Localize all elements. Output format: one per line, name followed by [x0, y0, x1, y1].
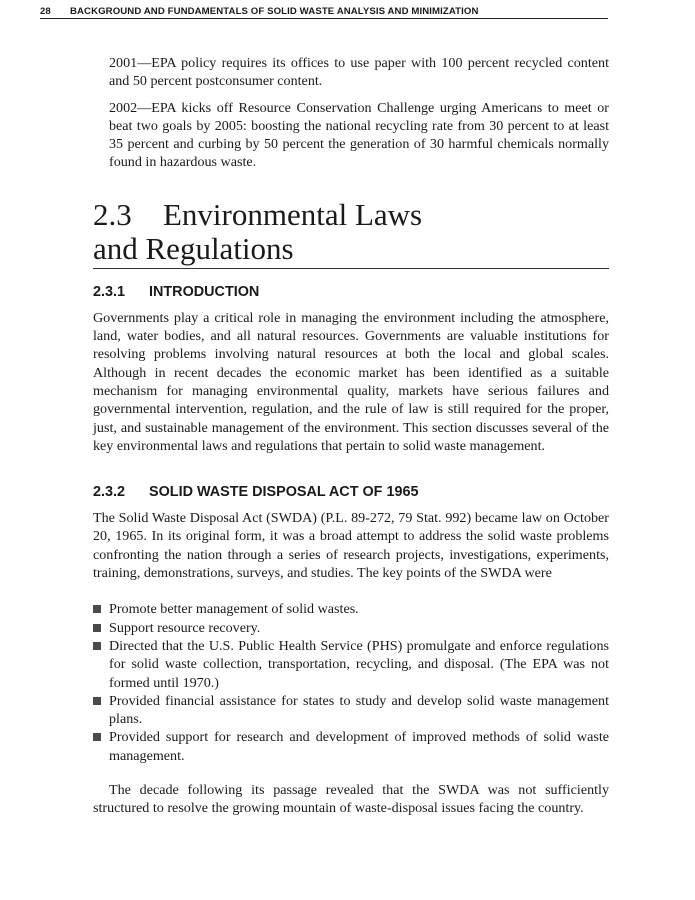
subsection-heading-introduction [93, 283, 609, 301]
section-title-line2: and Regulations [93, 230, 294, 266]
section-title-line1: Environmental Laws [163, 196, 423, 232]
page-number: 28 [40, 6, 51, 17]
subsection-title: INTRODUCTION [149, 283, 260, 300]
swda-key-points [93, 600, 609, 765]
subsection-heading-swda [93, 483, 609, 501]
timeline-entry-2002: 2002—EPA kicks off Resource Conservation Challenge urging Americans to meet or beat two goals by 2005: boosting the national recycling rate from 30 percent to at least 35 percent and curbing by 50 percent the generation of 30 harmful chemicals normally found in hazardous waste. [109, 99, 609, 171]
section-heading [93, 198, 609, 269]
subsection-number: 2.3.1 [93, 283, 126, 300]
list-item: Provided financial assistance for states to study and develop solid waste management plans. [93, 692, 609, 729]
square-bullet-icon [93, 697, 101, 705]
running-head-title: BACKGROUND AND FUNDAMENTALS OF SOLID WASTE ANALYSIS AND MINIMIZATION [70, 6, 479, 17]
subsection-number: 2.3.2 [93, 484, 126, 501]
list-item: Support resource recovery. [93, 619, 609, 637]
list-item: Promote better management of solid wastes. [93, 600, 609, 618]
square-bullet-icon [93, 605, 101, 613]
subsection-title: SOLID WASTE DISPOSAL ACT OF 1965 [149, 484, 419, 501]
timeline-entry-2001: 2001—EPA policy requires its offices to use paper with 100 percent recycled content and 50 percent postconsumer content. [109, 55, 609, 90]
page-body [93, 54, 609, 818]
closing-paragraph: The decade following its passage revealed that the SWDA was not sufficiently structured to resolve the growing mountain of waste-disposal issues facing the country. [93, 782, 609, 817]
section-number: 2.3 [93, 196, 132, 232]
list-item: Provided support for research and development of improved methods of solid waste management. [93, 728, 609, 765]
running-head [40, 6, 608, 19]
square-bullet-icon [93, 642, 101, 650]
swda-paragraph: The Solid Waste Disposal Act (SWDA) (P.L. 89-272, 79 Stat. 992) became law on October 20, 1965. In its original form, it was a broad attempt to address the solid waste problems confronting the nation through a series of research projects, investigations, experiments, training, demonstrations, surveys, and studies. The key points of the SWDA were [93, 510, 609, 582]
introduction-paragraph: Governments play a critical role in managing the environment including the atmosphere, land, water bodies, and all natural resources. Governments are valuable institutions for resolving problems involving natural resources at both the local and global scales. Although in recent decades the economic market has been identified as a suitable mechanism for managing environmental quality, markets have serious failures and governmental intervention, regulation, and the rule of law is still required for the proper, just, and sustainable management of the environment. This section discusses several of the key environmental laws and regulations that pertain to solid waste management. [93, 309, 609, 454]
timeline-list [109, 54, 609, 172]
list-item: Directed that the U.S. Public Health Service (PHS) promulgate and enforce regulations for solid waste collection, transportation, recycling, and disposal. (The EPA was not formed until 1970.) [93, 637, 609, 692]
square-bullet-icon [93, 733, 101, 741]
square-bullet-icon [93, 624, 101, 632]
